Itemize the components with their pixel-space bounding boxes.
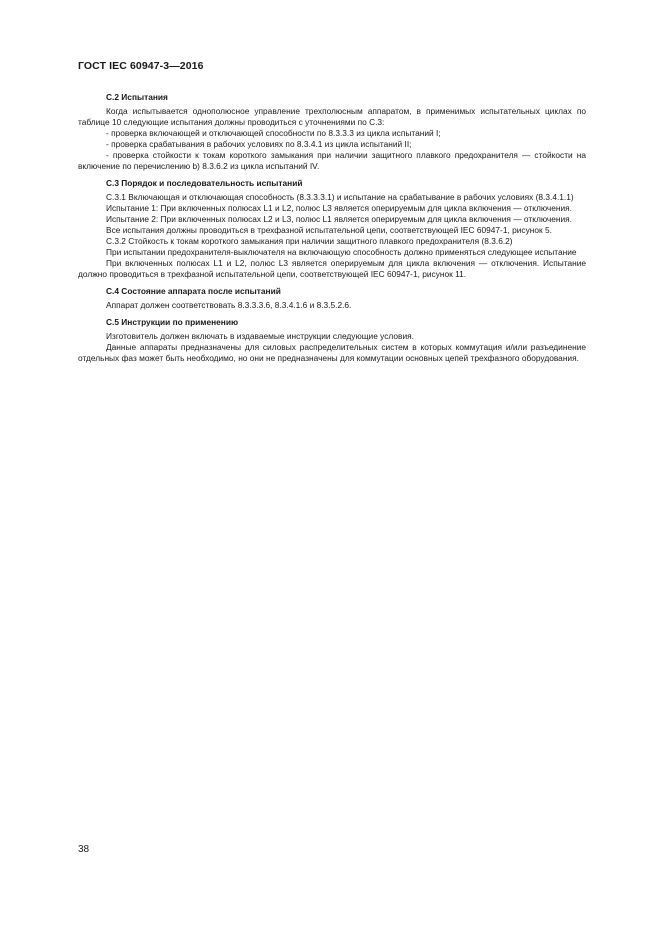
- section-title: С.2 Испытания: [106, 92, 168, 102]
- document-body: [78, 92, 586, 370]
- document-header: ГОСТ IEC 60947-3—2016: [78, 60, 204, 72]
- paragraph: При испытании предохранителя-выключателя на включающую способность должно применяться следующее испытание: [106, 247, 577, 257]
- section-title: С.3 Порядок и последовательность испытаний: [106, 178, 303, 188]
- paragraph: Когда испытывается однополюсное управление трехполюсным аппаратом, в применимых испытательных циклах по таблице 10 следующие испытания должны проводиться с уточнениями по С.3:: [78, 106, 586, 127]
- section-c2: [78, 92, 586, 172]
- section-c4: [78, 286, 586, 311]
- subsection-heading: С.3.2 Стойкость к токам короткого замыкания при наличии защитного плавкого предохранителя (8.3.6.2): [106, 236, 513, 246]
- paragraph: Аппарат должен соответствовать 8.3.3.3.6, 8.3.4.1.6 и 8.3.5.2.6.: [106, 300, 352, 310]
- subsection-heading: С.3.1 Включающая и отключающая способность (8.3.3.3.1) и испытание на срабатывание в рабочих условиях (8.3.4.1.1): [106, 192, 574, 202]
- paragraph: Испытание 2: При включенных полюсах L2 и L3, полюс L1 является оперируемым для цикла включения — отключения.: [106, 214, 572, 224]
- list-item: - проверка стойкости к токам короткого замыкания при наличии защитного плавкого предохранителя — стойкости на включение по перечислению b) 8.3.6.2 из цикла испытаний IV.: [78, 150, 586, 171]
- paragraph: При включенных полюсах L1 и L2, полюс L3 является оперируемым для цикла включения — отключения. Испытание должно проводиться в трехфазной испытательной цепи, соответствующей IEC 60947-1, рисунок 11.: [78, 258, 586, 279]
- paragraph: Изготовитель должен включать в издаваемые инструкции следующие условия.: [106, 331, 414, 341]
- paragraph: Испытание 1: При включенных полюсах L1 и L2, полюс L3 является оперируемым для цикла включения — отключения.: [106, 203, 572, 213]
- section-title: С.4 Состояние аппарата после испытаний: [106, 286, 281, 296]
- section-title: С.5 Инструкции по применению: [106, 317, 239, 327]
- page-number: 38: [78, 844, 90, 855]
- paragraph: Данные аппараты предназначены для силовых распределительных систем в которых коммутация и/или разъединение отдельных фаз может быть необходимо, но они не предназначены для коммутации основных цепей трехфазного оборудования.: [78, 342, 586, 363]
- list-item: - проверка срабатывания в рабочих условиях по 8.3.4.1 из цикла испытаний II;: [106, 139, 412, 149]
- section-c5: [78, 317, 586, 364]
- section-c3: [78, 178, 586, 280]
- paragraph: Все испытания должны проводиться в трехфазной испытательной цепи, соответствующей IEC 60947-1, рисунок 5.: [106, 225, 552, 235]
- list-item: - проверка включающей и отключающей способности по 8.3.3.3 из цикла испытаний I;: [106, 128, 441, 138]
